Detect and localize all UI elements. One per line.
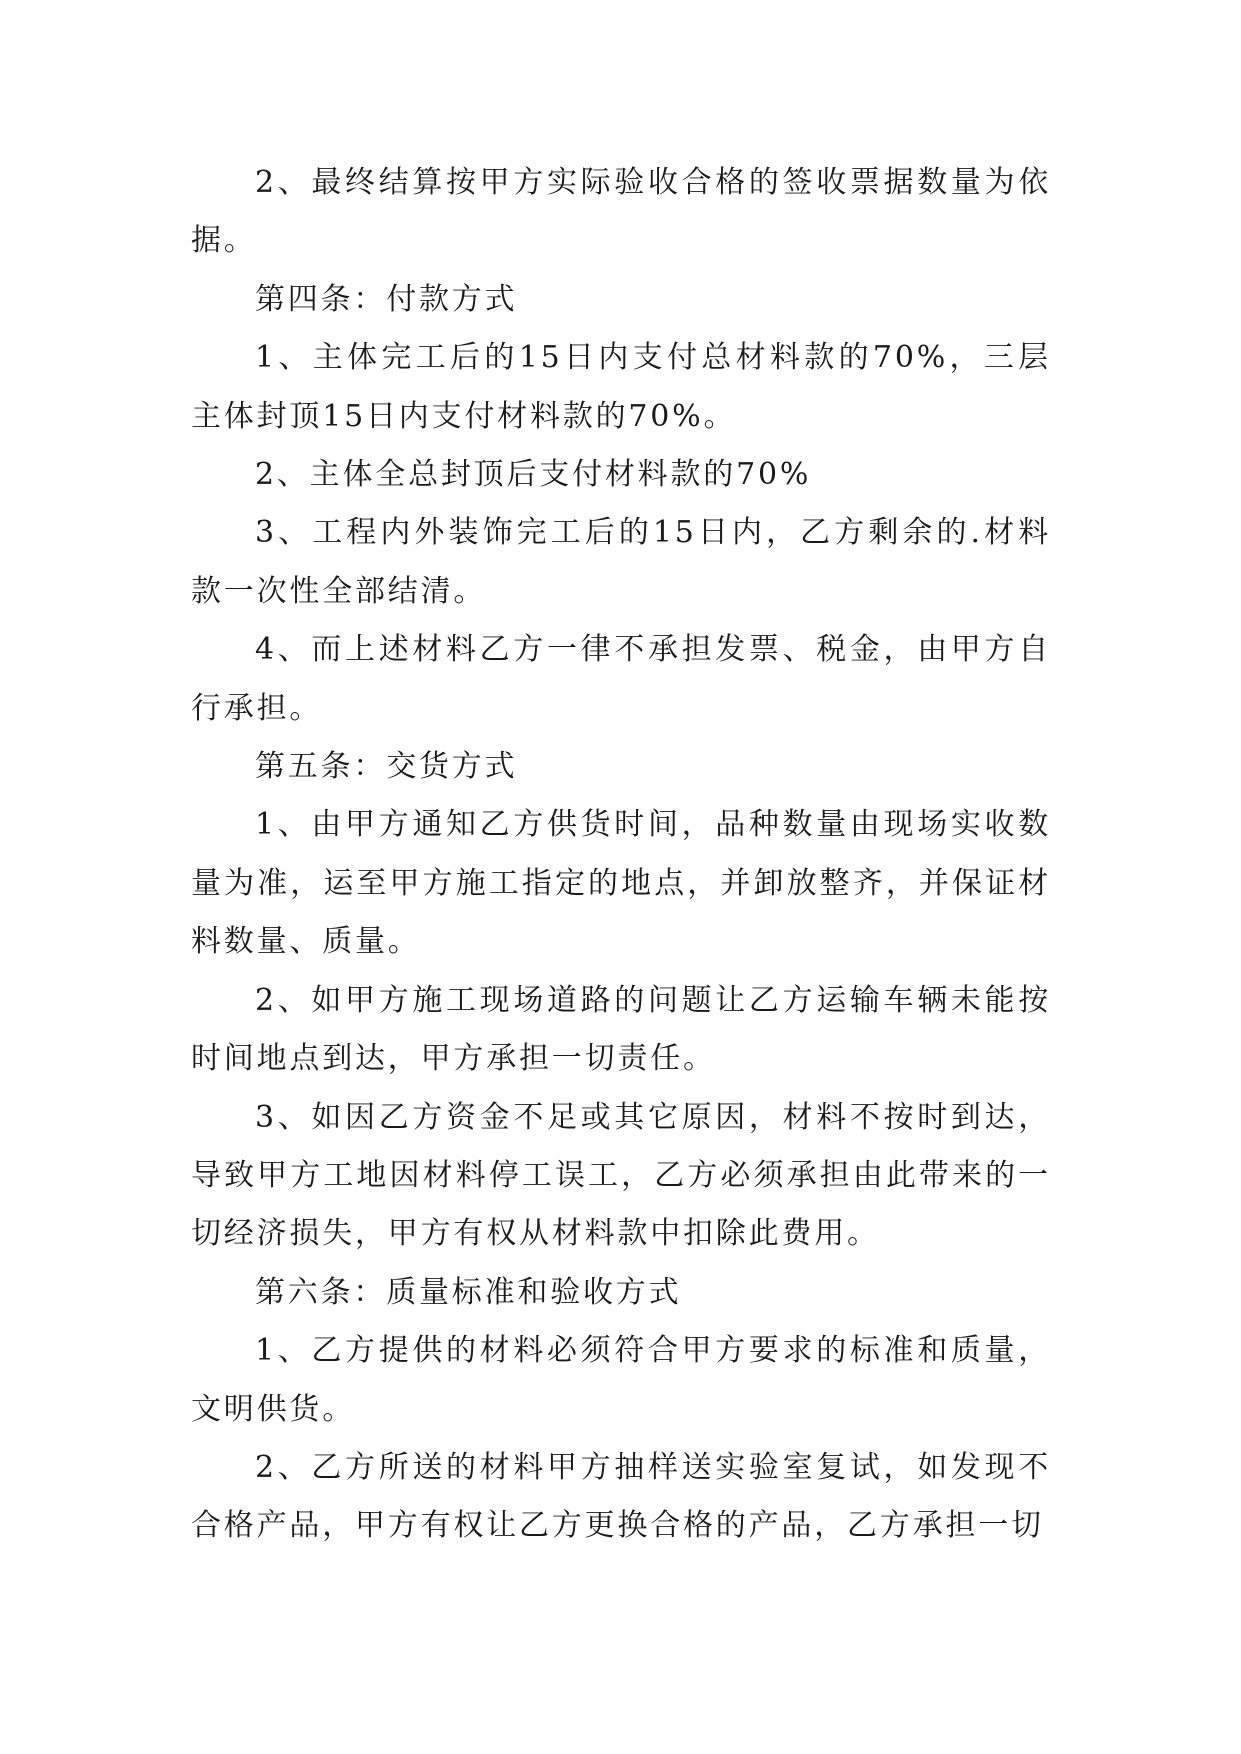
article-4-heading: 第四条：付款方式 [255, 281, 518, 317]
clause-6-item-2: 2、乙方所送的材料甲方抽样送实验室复试，如发现不合格产品，甲方有权让乙方更换合格的产品，乙方承担一切 [191, 1449, 1051, 1544]
clause-3-item-2: 2、最终结算按甲方实际验收合格的签收票据数量为依据。 [191, 165, 1051, 259]
clause-4-item-2: 2、主体全总封顶后支付材料款的70% [255, 457, 812, 493]
article-6-heading: 第六条：质量标准和验收方式 [255, 1274, 682, 1310]
clause-5-item-3: 3、如因乙方资金不足或其它原因，材料不按时到达，导致甲方工地因材料停工误工，乙方必须承担由此带来的一切经济损失，甲方有权从材料款中扣除此费用。 [191, 1099, 1051, 1252]
clause-5-item-2: 2、如甲方施工现场道路的问题让乙方运输车辆未能按时间地点到达，甲方承担一切责任。 [191, 982, 1051, 1077]
clause-5-item-1: 1、由甲方通知乙方供货时间，品种数量由现场实收数量为准，运至甲方施工指定的地点，并卸放整齐，并保证材料数量、质量。 [191, 807, 1051, 960]
clause-4-item-4: 4、而上述材料乙方一律不承担发票、税金，由甲方自行承担。 [191, 632, 1051, 726]
clause-4-item-3: 3、工程内外装饰完工后的15日内，乙方剩余的.材料款一次性全部结清。 [191, 515, 1051, 609]
document-body [191, 154, 1051, 1556]
clause-6-item-1: 1、乙方提供的材料必须符合甲方要求的标准和质量，文明供货。 [191, 1333, 1051, 1427]
clause-4-item-1: 1、主体完工后的15日内支付总材料款的70%，三层主体封顶15日内支付材料款的70%。 [191, 340, 1051, 434]
article-5-heading: 第五条：交货方式 [255, 749, 518, 785]
